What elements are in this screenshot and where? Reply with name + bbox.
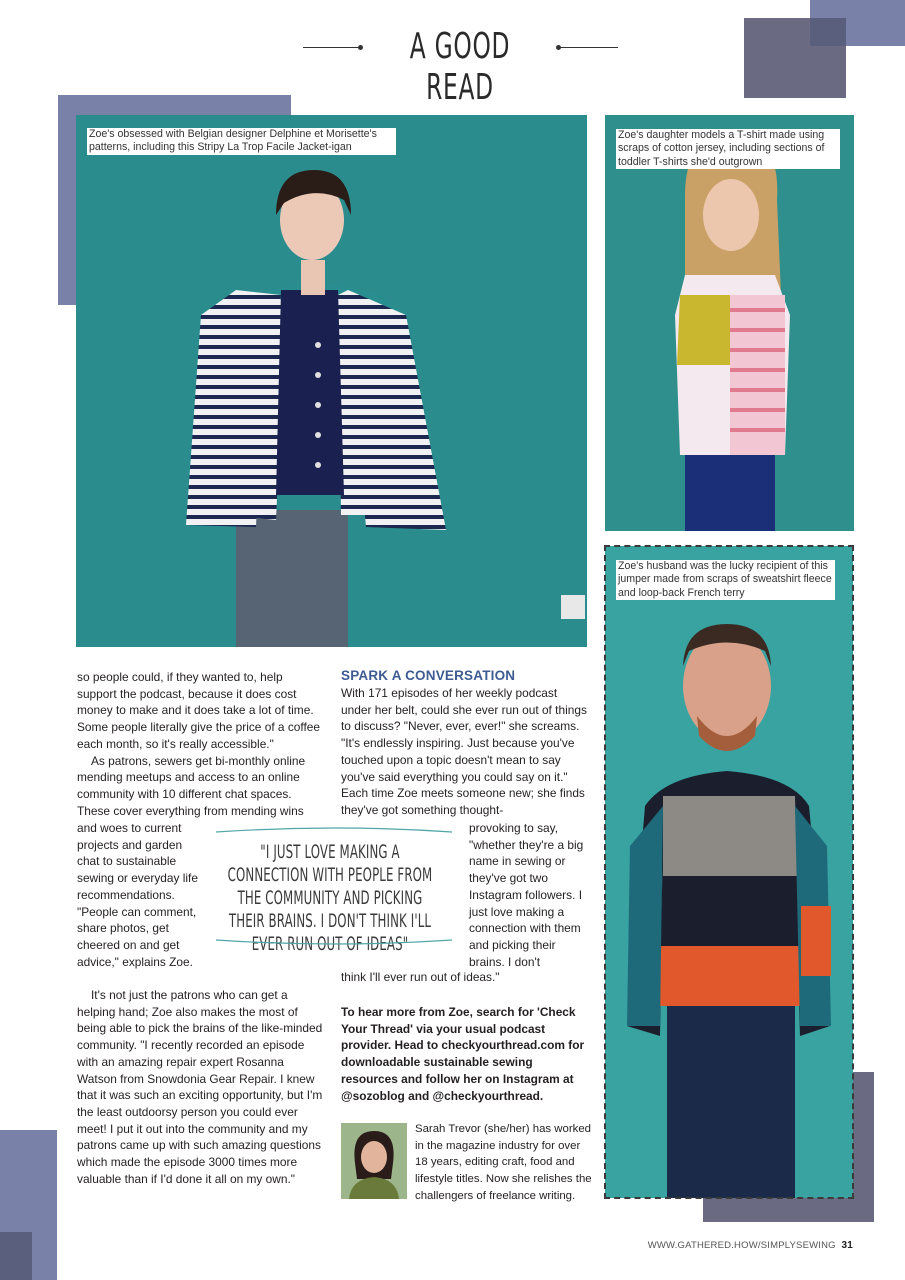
husband-photo [605,546,853,1198]
author-bio: Sarah Trevor (she/her) has worked in the magazine industry for over 18 years, editing craft, food and lifestyle titles. Now she relishes the challengers of freelance writing. [415,1123,592,1202]
zoe-illustration [76,115,587,647]
article-col2-top [341,685,589,819]
deco-block-top-right-overlap [810,18,846,46]
section-heading: SPARK A CONVERSATION [341,668,516,683]
daughter-illustration [605,115,854,531]
article-col2-wrap [469,820,591,970]
paragraph: It's not just the patrons who can get a helping hand; Zoe also makes the most of being able to pick the brains of the like-minded community. "I recently recorded an episode with an amazing repair expert Rosanna Watson from Snowdonia Gear Repair. I knew that it was such an exciting opportunity, but I'm the least outdoorsy person you could ever meet! I put it out into the community and my patrons came up with such amazing questions which made the episode 3000 times more valuable than if I'd done it all on my own." [77,988,323,1186]
caption-husband-photo: Zoe's husband was the lucky recipient of this jumper made from scraps of sweatshirt fleece and loop-back French terry [616,560,835,600]
header-rule-right [560,47,618,48]
paragraph: think I'll ever run out of ideas." [341,970,500,984]
page-number: 31 [841,1240,853,1251]
page-title: A GOOD READ [409,26,511,108]
article-col1-wrap [77,820,205,970]
caption-main-photo: Zoe's obsessed with Belgian designer Delphine et Morisette's patterns, including this Stripy La Trop Facile Jacket-igan [87,128,396,155]
husband-illustration [605,546,853,1198]
page-footer [648,1240,853,1251]
paragraph: so people could, if they wanted to, help support the podcast, because it does cost money to make and it does take a lot of time. Some people literally give the price of a coffee each month, so it's really accessible." [77,670,321,751]
header-dot-left [358,45,363,50]
call-to-action: To hear more from Zoe, search for 'Check Your Thread' via your usual podcast provider. Head to checkyourthread.com for downloadable sustainable sewing resources and follow her on Instagram at @sozoblog and @checkyourthread. [341,1005,585,1103]
caption-daughter-photo: Zoe's daughter models a T-shirt made using scraps of cotton jersey, including sections of toddler T-shirts she'd outgrown [616,129,840,169]
pull-quote-rule-top [214,826,454,838]
paragraph: With 171 episodes of her weekly podcast under her belt, could she ever run out of things to discuss? "Never, ever, ever!" she screams. "It's endlessly inspiring. Just because you've touched upon a topic doesn't mean to say you've said everything you could say on it." Each time Zoe meets someone new; she finds they've got something thought- [341,686,587,817]
pull-quote: "I JUST LOVE MAKING A CONNECTION WITH PEOPLE FROM THE COMMUNITY AND PICKING THEIR BRAINS. I DON'T THINK I'LL EVER RUN OUT OF IDEAS" [227,841,433,955]
author-illustration [341,1123,407,1199]
paragraph: provoking to say, "whether they're a big name in sewing or they've got two Instagram followers. I just love making a connection with them and picking their brains. I don't [469,821,584,969]
article-col1-bottom [77,987,325,1187]
daughter-photo [605,115,854,531]
main-photo-zoe [76,115,587,647]
article-col1-top [77,669,323,819]
paragraph: and woes to current projects and garden chat to sustainable sewing or everyday life recommendations. "People can comment, share photos, get cheered on and get advice," explains Zoe. [77,821,198,969]
author-photo [341,1123,407,1199]
article-col2-after [341,969,589,986]
paragraph: As patrons, sewers get bi-monthly online mending meetups and access to an online community with 10 different chat spaces. These cover everything from mending wins [77,753,306,818]
header-rule-left [303,47,359,48]
footer-url[interactable]: WWW.GATHERED.HOW/SIMPLYSEWING [647,1240,836,1251]
deco-block-bottom-left-dark [0,1232,32,1280]
pull-quote-rule-bottom [214,936,454,948]
